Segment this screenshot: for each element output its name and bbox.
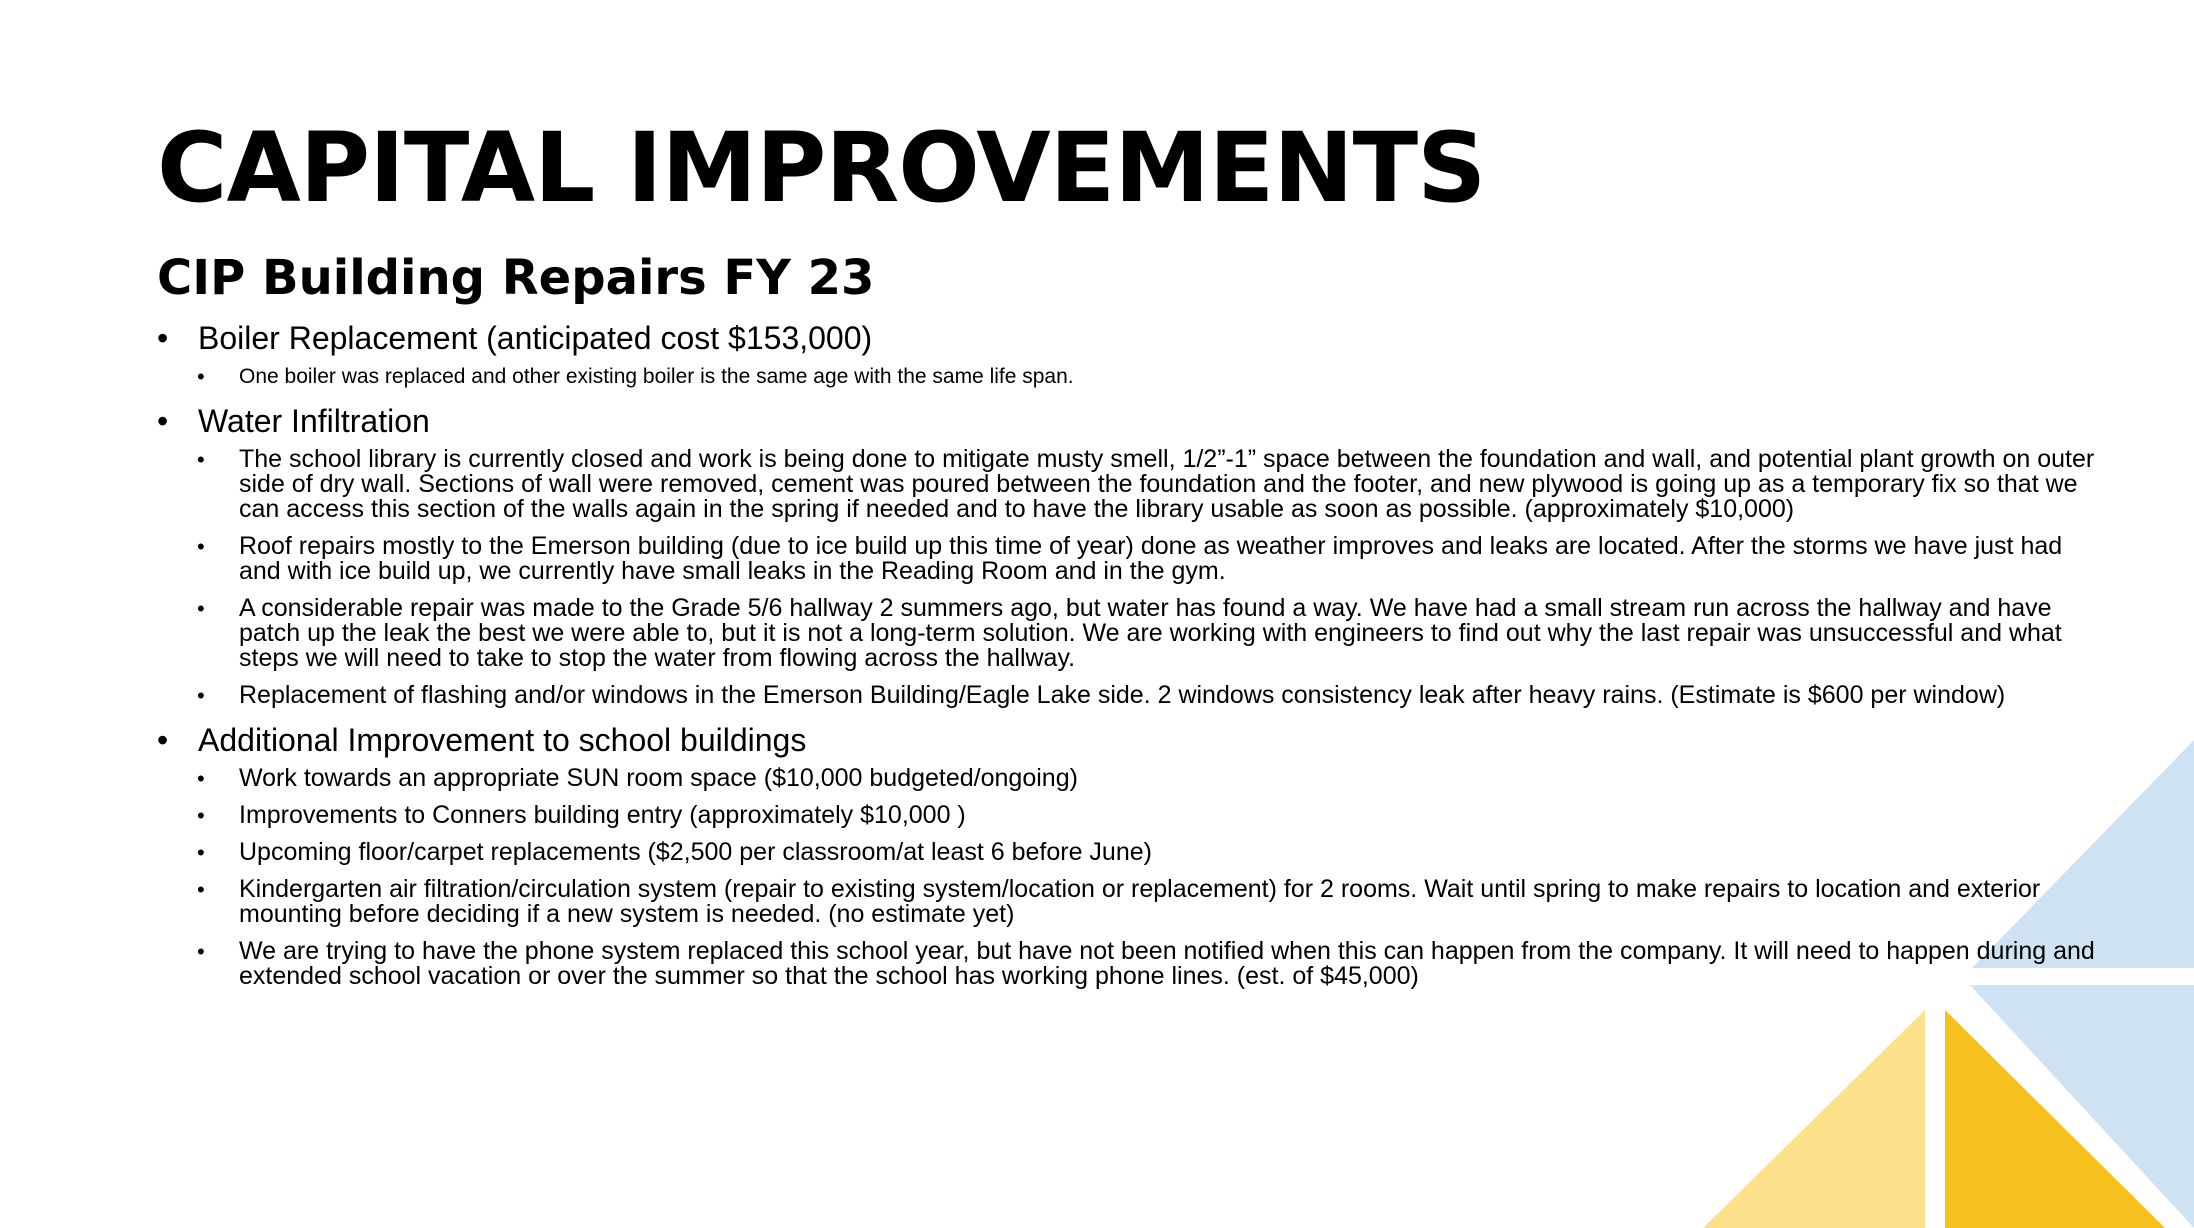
light-yellow-triangle [1703, 1010, 1925, 1228]
section-water-infiltration [157, 401, 2107, 441]
slide-subtitle: CIP Building Repairs FY 23 [157, 250, 875, 306]
bullet-list [157, 318, 2107, 989]
list-item: • Work towards an appropriate SUN room space ($10,000 budgeted/ongoing) [157, 766, 2107, 791]
sub-list-additional [157, 766, 2107, 989]
list-item: • Replacement of flashing and/or windows in the Emerson Building/Eagle Lake side. 2 windows consistency leak after heavy rains. (Estimate is $600 per window) [157, 683, 2107, 708]
slide-content [157, 112, 2107, 1001]
list-item: • Improvements to Conners building entry (approximately $10,000 ) [157, 803, 2107, 828]
section-boiler-replacement [157, 318, 2107, 358]
list-item: • The school library is currently closed and work is being done to mitigate musty smell, 1/2”-1” space between the foundation and wall, and potential plant growth on outer side of dry wall. Sections of wall were removed, cement was poured between the foundation and the footer, and new plywood is going up as a temporary fix so that we can access this section of the walls again in the spring if needed and to have the library usable as soon as possible. (approximately $10,000) [157, 447, 2107, 522]
section-heading: Additional Improvement to school buildings [198, 722, 807, 758]
list-item: • We are trying to have the phone system replaced this school year, but have not been notified when this can happen from the company. It will need to happen during and extended school vacation or over the summer so that the school has working phone lines. (est. of $45,000) [157, 939, 2107, 989]
list-item: • Kindergarten air filtration/circulation system (repair to existing system/location or replacement) for 2 rooms. Wait until spring to make repairs to location and exterior mounting before deciding if a new system is needed. (no estimate yet) [157, 877, 2107, 927]
slide-title: CAPITAL IMPROVEMENTS [157, 112, 1486, 224]
list-item: • One boiler was replaced and other existing boiler is the same age with the same life span. [157, 364, 2107, 389]
section-heading: Boiler Replacement (anticipated cost $153,000) [198, 320, 873, 356]
section-additional-improvement [157, 720, 2107, 760]
sub-list-boiler [157, 364, 2107, 389]
sub-list-water [157, 447, 2107, 708]
list-item: • A considerable repair was made to the Grade 5/6 hallway 2 summers ago, but water has found a way. We have had a small stream run across the hallway and have patch up the leak the best we were able to, but it is not a long-term solution. We are working with engineers to find out why the last repair was unsuccessful and what steps we will need to take to stop the water from flowing across the hallway. [157, 596, 2107, 671]
list-item: • Roof repairs mostly to the Emerson building (due to ice build up this time of year) done as weather improves and leaks are located. After the storms we have just had and with ice build up, we currently have small leaks in the Reading Room and in the gym. [157, 534, 2107, 584]
section-heading: Water Infiltration [198, 403, 430, 439]
list-item: • Upcoming floor/carpet replacements ($2,500 per classroom/at least 6 before June) [157, 840, 2107, 865]
